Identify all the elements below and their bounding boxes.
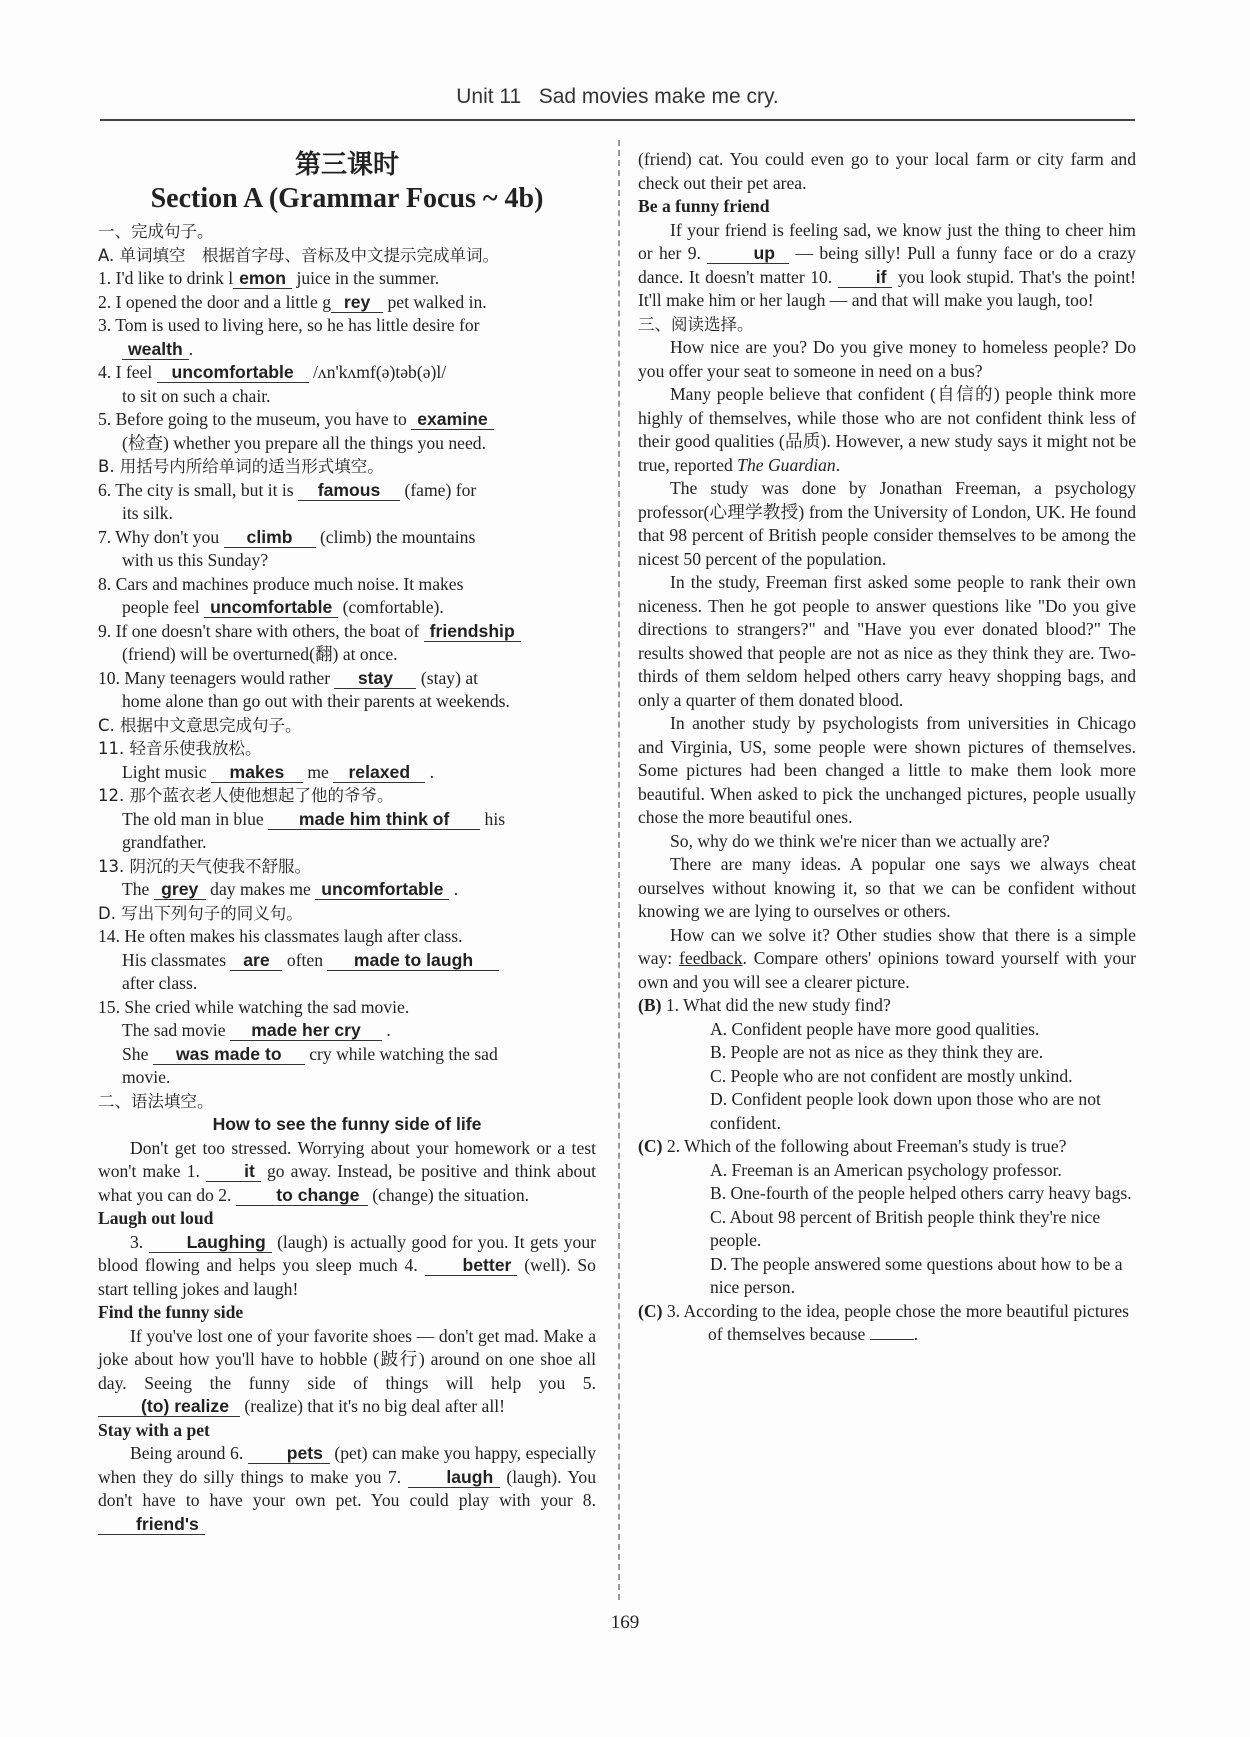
part3-heading: 三、阅读选择。	[638, 314, 754, 334]
subheading-funny-side: Find the funny side	[98, 1302, 244, 1322]
mc-answer: (B)	[638, 995, 662, 1015]
answer: uncomfortable	[204, 597, 338, 618]
part1-heading: 一、完成句子。	[98, 222, 214, 241]
q2: 2. I opened the door and a little g rey pet walked in.	[98, 291, 487, 312]
section-title: Section A (Grammar Focus ~ 4b)	[150, 183, 544, 214]
passage-p4: Being around 6. pets (pet) can make you happy, especially when they do silly things to make you 7. laugh (laugh). You don't have to have your own pet. You could play with your 8. friend's	[98, 1443, 597, 1534]
answer: laugh	[408, 1467, 500, 1488]
answer: it	[206, 1161, 261, 1182]
right-column	[638, 148, 1136, 1347]
mc1-option-a: A. Confident people have more good qualities.	[710, 1018, 1040, 1039]
page-number: 169	[610, 1612, 640, 1633]
subheading-pet: Stay with a pet	[98, 1419, 210, 1440]
reading-p1: How nice are you? Do you give money to homeless people? Do you offer your seat to someone in need on a bus?	[638, 337, 1136, 381]
passage-p3: If you've lost one of your favorite shoes — don't get mad. Make a joke about how you'll have to hobble (跛行) around on one shoe all day. Seeing the funny side of things will help you 5. (to) realize (realize) that it's no big deal after all!	[98, 1325, 596, 1416]
lesson-title: 第三课时	[294, 150, 399, 180]
subheading-funny-friend: Be a funny friend	[638, 196, 770, 216]
mc2-option-d: D. The people answered some questions about how to be a nice person.	[710, 1253, 1123, 1297]
reading-p6: So, why do we think we're nicer than we actually are?	[670, 830, 1050, 851]
unit-title: Sad movies make me cry.	[538, 85, 779, 108]
mc1-option-b: B. People are not as nice as they think they are.	[710, 1042, 1044, 1062]
answer: climb	[224, 527, 316, 548]
q15: 15. She cried while watching the sad movie. The sad movie made her cry . She was made to cry while watching the sad movie.	[98, 996, 498, 1087]
q12-cn: 12. 那个蓝衣老人使他想起了他的爷爷。	[98, 786, 394, 805]
q11-cn: 11. 轻音乐使我放松。	[98, 739, 262, 758]
answer: uncomfortable	[157, 362, 309, 383]
answer: relaxed	[333, 762, 425, 783]
answer: friend's	[98, 1514, 205, 1535]
mc-answer: (C)	[638, 1136, 663, 1156]
mc2-option-c: C. About 98 percent of British people think they're nice people.	[710, 1206, 1101, 1250]
answer: uncomfortable	[315, 879, 449, 900]
q4: 4. I feel uncomfortable /ʌn'kʌmf(ə)təb(ə)l/ to sit on such a chair.	[98, 362, 447, 406]
answer: pets	[248, 1443, 330, 1464]
answer: friendship	[424, 621, 521, 642]
mc2-option-b: B. One-fourth of the people helped others carry heavy bags.	[710, 1183, 1132, 1203]
mc-question-3: (C) 3. According to the idea, people chose the more beautiful pictures of themselves because .	[638, 1300, 1130, 1344]
mc2-option-a: A. Freeman is an American psychology professor.	[710, 1159, 1062, 1180]
partA-heading: A. 单词填空 根据首字母、音标及中文提示完成单词。	[98, 245, 499, 265]
answer: grey	[154, 879, 206, 900]
q6: 6. The city is small, but it is famous (fame) for its silk.	[98, 479, 477, 523]
q7: 7. Why don't you climb (climb) the mountains with us this Sunday?	[98, 526, 476, 570]
reading-p2: Many people believe that confident (自信的) people think more highly of themselves, while those who are not confident think less of their good qualities (品质). However, a new study says it might not be true, reported The Guardian.	[638, 384, 1136, 475]
mc1-option-c: C. People who are not confident are mostly unkind.	[710, 1065, 1073, 1086]
mc-question-2: (C) 2. Which of the following about Freeman's study is true?	[638, 1136, 1067, 1156]
column-divider	[618, 140, 620, 1600]
answer: Laughing	[149, 1232, 272, 1253]
passage-p4-cont: (friend) cat. You could even go to your local farm or city farm and check out their pet area.	[638, 149, 1136, 193]
reading-p5: In another study by psychologists from universities in Chicago and Virginia, US, some people were shown pictures of themselves. Some pictures had been changed a little to make them look more beautiful. When asked to pick the unchanged pictures, people usually chose the more beautiful ones.	[638, 713, 1136, 827]
answer: makes	[211, 762, 303, 783]
left-column	[98, 148, 596, 1536]
q5: 5. Before going to the museum, you have to examine (检查) whether you prepare all the things you need.	[98, 408, 596, 455]
reading-p7: There are many ideas. A popular one says we always cheat ourselves without knowing it, so that we can be confident without knowing we are lying to ourselves or others.	[638, 854, 1136, 921]
q13-cn: 13. 阴沉的天气使我不舒服。	[98, 856, 311, 876]
reading-p4: In the study, Freeman first asked some people to rank their own niceness. Then he got people to answer questions like "Do you give directions to strangers?" and "Have you ever donated blood?" The results showed that people are not as nice as they think they are. Two-thirds of them seldom helped others carry heavy shopping bags, and only a quarter of them donated blood.	[638, 572, 1136, 710]
partD-heading: D. 写出下列句子的同义句。	[98, 903, 303, 923]
partC-heading: C. 根据中文意思完成句子。	[98, 715, 302, 735]
mc-answer: (C)	[638, 1300, 663, 1321]
answer: made to laugh	[327, 950, 499, 971]
answer: emon	[233, 268, 292, 289]
reading-p3: The study was done by Jonathan Freeman, a psychology professor(心理学教授) from the University of London, UK. He found that 98 percent of British people consider themselves to be among the nicest 50 percent of the population.	[638, 478, 1136, 569]
answer: better	[425, 1255, 518, 1276]
answer: stay	[334, 668, 416, 689]
answer: examine	[411, 409, 493, 430]
answer: are	[230, 950, 282, 971]
reading-p8: How can we solve it? Other studies show that there is a simple way: feedback. Compare others' opinions toward yourself with your own and you will see a clearer picture.	[638, 924, 1136, 992]
answer: rey	[331, 292, 383, 313]
part2-heading: 二、语法填空。	[98, 1091, 214, 1111]
q8: 8. Cars and machines produce much noise. It makes people feel uncomfortable (comfortable).	[98, 573, 464, 617]
q9: 9. If one doesn't share with others, the boat of friendship (friend) will be overturned(翻) at once.	[98, 620, 596, 667]
passage-p2: 3. Laughing (laugh) is actually good for you. It gets your blood flowing and helps you sleep much 4. better (well). So start telling jokes and laugh!	[98, 1231, 596, 1299]
q10: 10. Many teenagers would rather stay (stay) at home alone than go out with their parents at weekends.	[98, 667, 510, 711]
answer: (to) realize	[98, 1396, 240, 1417]
subheading-laugh: Laugh out loud	[98, 1208, 214, 1228]
q11: Light music makes me relaxed .	[122, 761, 435, 782]
q3: 3. Tom is used to living here, so he has little desire for wealth .	[98, 315, 480, 359]
answer: made him think of	[268, 809, 480, 830]
q13: The grey day makes me uncomfortable .	[122, 879, 459, 899]
passage-p5: If your friend is feeling sad, we know just the thing to cheer him or her 9. up — being silly! Pull a funny face or do a crazy dance. It doesn't matter 10. if you look stupid. That's the point! It'll make him or her laugh — and that will make you laugh, too!	[638, 219, 1136, 310]
unit-label: Unit 11	[456, 85, 522, 108]
mc-question-1: (B) 1. What did the new study find?	[638, 995, 891, 1015]
partB-heading: B. 用括号内所给单词的适当形式填空。	[98, 457, 384, 476]
answer: made her cry	[230, 1020, 382, 1041]
answer: famous	[298, 480, 400, 501]
answer: to change	[236, 1185, 368, 1206]
answer: wealth	[122, 339, 189, 360]
answer: up	[707, 243, 789, 264]
answer: was made to	[153, 1044, 305, 1065]
passage-title: How to see the funny side of life	[212, 1114, 482, 1134]
running-header	[100, 85, 1135, 121]
passage-p1: Don't get too stressed. Worrying about your homework or a test won't make 1. it go away. Instead, be positive and think about what you can do 2. to change (change) the situation.	[98, 1137, 597, 1205]
q1: 1. I'd like to drink l emon juice in the summer.	[98, 268, 440, 288]
mc1-option-d: D. Confident people look down upon those who are not confident.	[710, 1089, 1101, 1133]
q14: 14. He often makes his classmates laugh after class. His classmates are often made to laugh after class.	[98, 925, 596, 996]
q12: The old man in blue made him think of his grandfather.	[122, 808, 506, 852]
answer: if	[838, 267, 893, 288]
